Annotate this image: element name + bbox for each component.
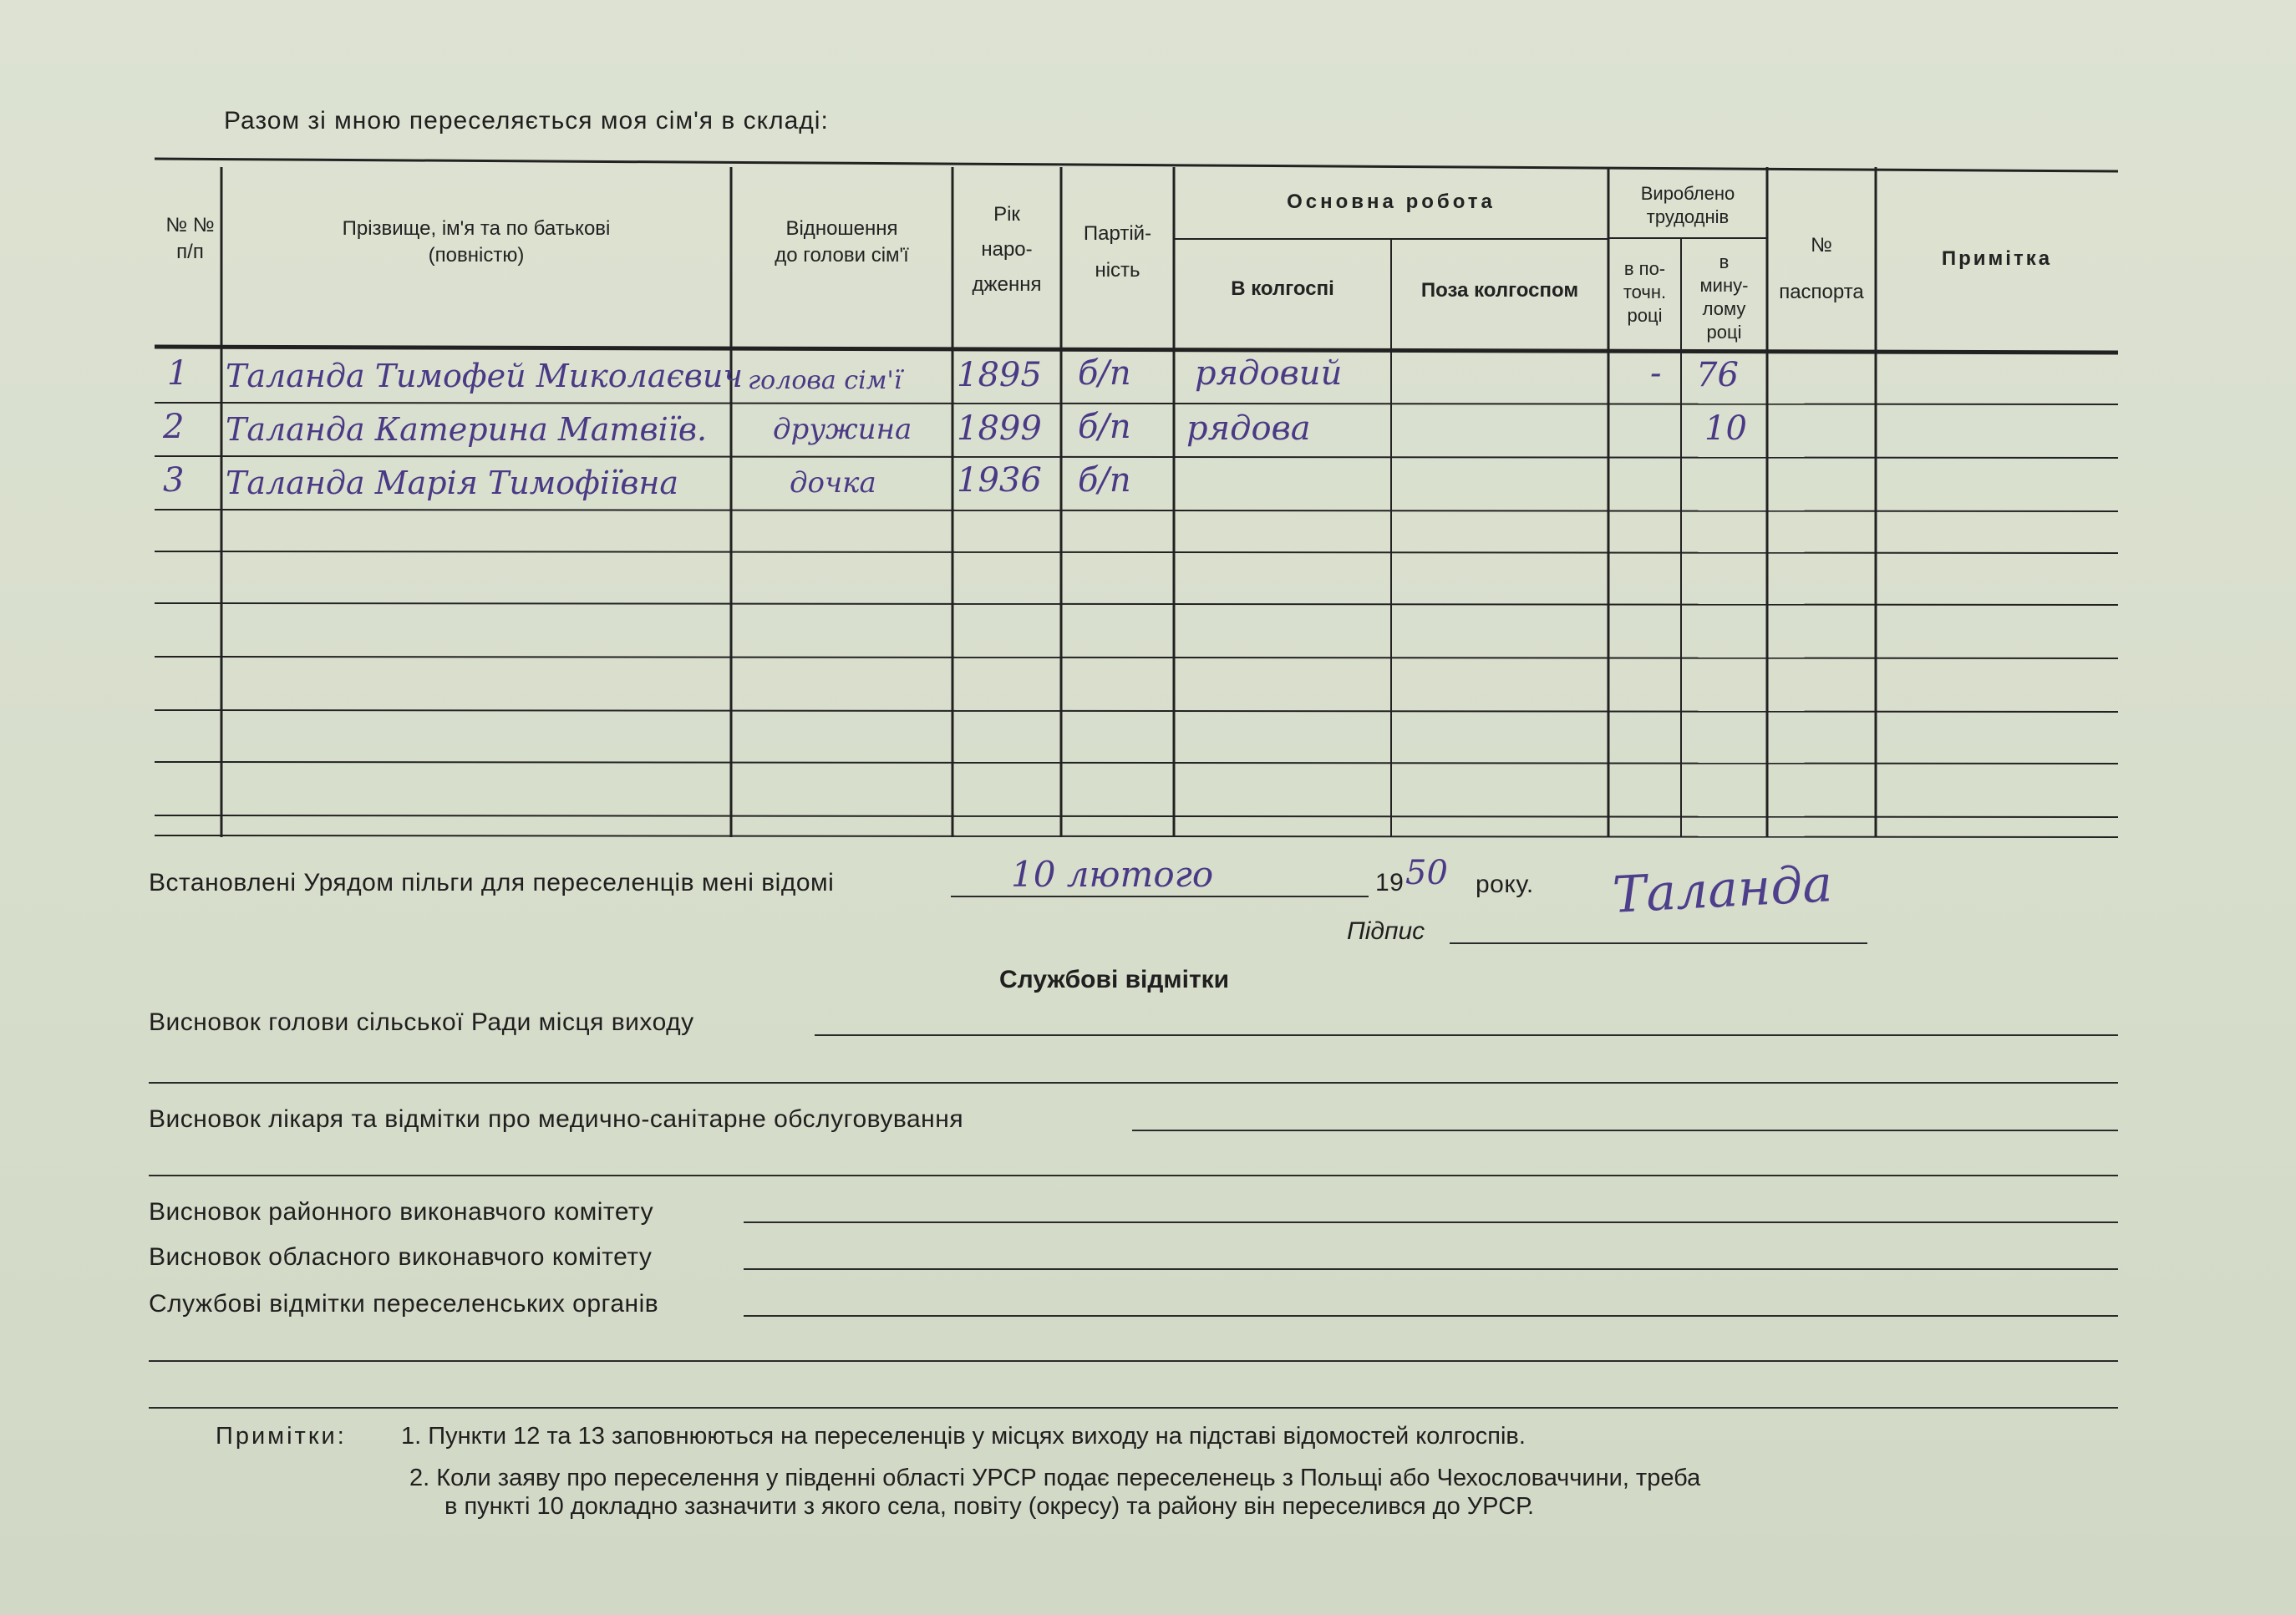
row-work: рядова xyxy=(1186,409,1311,448)
header-name: Прізвище, ім'я та по батькові (повністю) xyxy=(342,217,611,267)
year-suffix: року. xyxy=(1476,871,1534,898)
fill-line xyxy=(815,1034,2118,1036)
row-name: Таланда Марія Тимофіївна xyxy=(226,465,679,501)
resettlement-office-marks: Службові відмітки переселенських органів xyxy=(149,1290,659,1318)
fill-line xyxy=(149,1082,2118,1084)
row-party: б/п xyxy=(1078,461,1131,500)
row-current: - xyxy=(1650,354,1662,393)
conclusion-regional-committee: Висновок обласного виконавчого комітету xyxy=(149,1243,653,1271)
row-year: 1895 xyxy=(957,356,1042,394)
header-year: Рік наро- дження xyxy=(972,203,1042,296)
row-year: 1936 xyxy=(957,461,1042,500)
benefits-year: 50 xyxy=(1405,854,1448,892)
fill-line xyxy=(149,1407,2118,1409)
signature: Таланда xyxy=(1611,855,1834,925)
conclusion-doctor: Висновок лікаря та відмітки про медично-санітарне обслуговування xyxy=(149,1105,964,1133)
fill-line xyxy=(149,1360,2118,1362)
header-note: Примітка xyxy=(1941,247,2053,270)
fill-line xyxy=(1132,1130,2118,1131)
header-outside-kolhosp: Поза колгоспом xyxy=(1420,279,1579,302)
note-item: в пункті 10 докладно зазначити з якого села, повіту (окресу) та району він переселився до УРСР. xyxy=(444,1493,1535,1520)
header-relation: Відношення до голови сім'ї xyxy=(775,217,909,267)
signature-line xyxy=(1450,942,1867,944)
row-party: б/п xyxy=(1078,354,1131,393)
row-relation: дружина xyxy=(773,413,912,446)
header-main-work: Основна робота xyxy=(1287,190,1496,213)
row-party: б/п xyxy=(1078,408,1131,446)
conclusion-village-council: Висновок голови сільської Ради місця виходу xyxy=(149,1008,694,1036)
row-name: Таланда Тимофей Миколаєвич xyxy=(226,358,744,394)
row-year: 1899 xyxy=(957,409,1042,448)
header-in-kolhosp: В колгоспі xyxy=(1231,277,1334,300)
row-num: 1 xyxy=(167,354,189,393)
row-work: рядовий xyxy=(1195,354,1343,393)
header-num: № № п/п xyxy=(165,214,215,263)
row-last: 10 xyxy=(1704,409,1747,448)
year-prefix: 19 xyxy=(1375,869,1405,896)
fill-line xyxy=(744,1268,2118,1270)
benefits-date: 10 лютого xyxy=(1011,854,1214,895)
header-workdays: Вироблено трудоднів xyxy=(1640,183,1735,227)
signature-label: Підпис xyxy=(1347,917,1425,945)
note-item: 1. Пункти 12 та 13 заповнюються на переселенців у місцях виходу на підставі відомостей колгоспів. xyxy=(401,1423,1526,1450)
header-passport: № паспорта xyxy=(1779,234,1864,303)
row-name: Таланда Катерина Матвіїв. xyxy=(226,411,708,448)
benefits-text: Встановлені Урядом пільги для переселенців мені відомі xyxy=(149,869,835,896)
fill-line xyxy=(744,1315,2118,1317)
header-current-year: в по- точн. році xyxy=(1623,258,1667,326)
row-num: 3 xyxy=(163,461,185,500)
row-relation: голова сім'ї xyxy=(748,366,902,395)
note-item: 2. Коли заяву про переселення у південні області УРСР подає переселенець з Польщі або Чехословаччини, треба xyxy=(409,1465,1701,1491)
fill-line xyxy=(744,1221,2118,1223)
date-line xyxy=(951,896,1369,897)
conclusion-district-committee: Висновок районного виконавчого комітету xyxy=(149,1198,654,1226)
row-relation: дочка xyxy=(790,466,876,500)
fill-line xyxy=(149,1175,2118,1176)
official-marks-title: Службові відмітки xyxy=(999,966,1230,993)
header-party: Партій- ність xyxy=(1083,222,1152,282)
row-last: 76 xyxy=(1696,356,1739,394)
intro-text: Разом зі мною переселяється моя сім'я в складі: xyxy=(224,107,829,135)
notes-label: Примітки: xyxy=(216,1423,347,1450)
row-num: 2 xyxy=(163,408,185,446)
header-last-year: в мину- лому році xyxy=(1699,251,1749,343)
